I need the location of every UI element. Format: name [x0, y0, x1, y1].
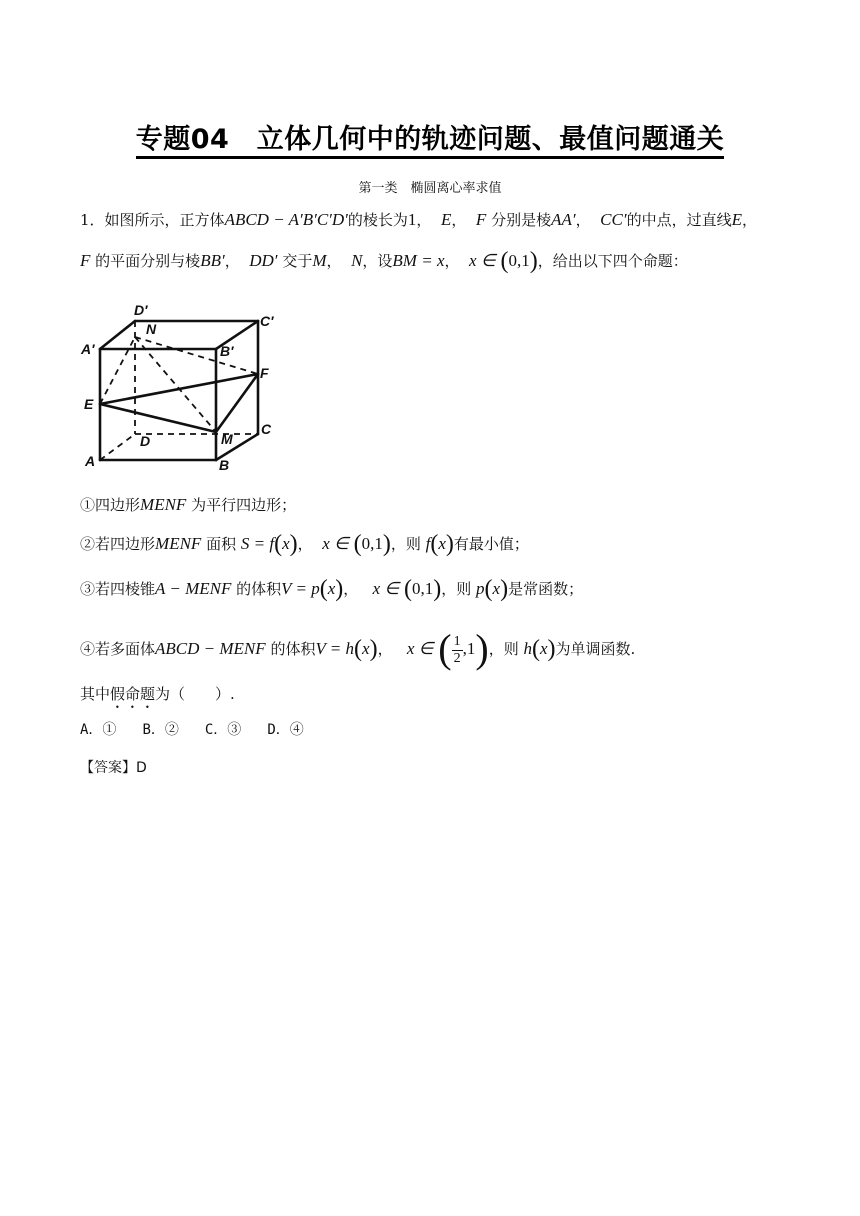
statement-marker: ① — [80, 496, 96, 514]
statement-3 — [80, 576, 583, 603]
text: ， — [343, 580, 359, 598]
label-Bp: B′ — [220, 343, 234, 359]
text: 为平行四边形； — [191, 496, 297, 514]
math-M: M — [312, 251, 327, 270]
math-h: h — [523, 639, 532, 658]
option-a: A．① — [80, 722, 117, 738]
problem-line-1 — [80, 209, 757, 230]
math-x: x — [539, 639, 548, 658]
label-Dp: D′ — [134, 302, 148, 318]
math-V: V = h — [315, 639, 355, 658]
text: 是常函数； — [508, 580, 584, 598]
text: ， — [575, 211, 591, 229]
math-x-in: x ∈ — [469, 251, 496, 270]
math-x-in: x ∈ — [372, 579, 400, 598]
math-p: p — [476, 579, 485, 598]
label-Cp: C′ — [260, 313, 274, 329]
paren-left: ( — [319, 576, 328, 602]
label-N: N — [146, 321, 157, 337]
math-interval-end: ,1 — [462, 639, 476, 658]
text: ， — [451, 211, 467, 229]
paren-left: ( — [500, 248, 509, 274]
math-DD: DD′ — [249, 251, 278, 270]
label-B: B — [219, 457, 230, 470]
math-interval: 0,1 — [508, 251, 530, 270]
text: 若多面体 — [95, 640, 156, 658]
edge-ApDp — [100, 321, 135, 349]
section-heading: 第一类 椭圆离心率求值 — [358, 181, 502, 196]
problem-number: 1． — [80, 211, 105, 229]
text: 四边形 — [95, 496, 141, 514]
text: 为单调函数. — [555, 640, 636, 658]
statement-marker: ③ — [80, 580, 96, 598]
paren-right: ) — [433, 576, 442, 602]
paren-right: ) — [547, 636, 556, 662]
statement-1 — [80, 494, 296, 515]
label-M: M — [221, 431, 233, 447]
label-D: D — [140, 433, 151, 449]
text: 分别是棱 — [491, 211, 552, 229]
paren-right: ) — [500, 576, 509, 602]
text: 面积 — [206, 535, 237, 553]
math-x: x — [362, 639, 370, 658]
text: 的棱长为 — [347, 211, 408, 229]
statement-marker: ② — [80, 535, 96, 553]
paren-left: ( — [403, 576, 412, 602]
text: ，则 — [441, 580, 472, 598]
label-A: A — [85, 453, 96, 469]
text: ，设 — [362, 252, 393, 270]
text: ，则 — [390, 535, 421, 553]
paren-left: ( — [354, 636, 363, 662]
problem-line-2 — [80, 248, 688, 275]
fraction-one-half — [452, 634, 463, 667]
label-E: E — [84, 396, 94, 412]
math-cube: ABCD − A′B′C′D′ — [224, 210, 348, 229]
text: 有最小值； — [453, 535, 529, 553]
edge-NF-hidden — [135, 337, 258, 374]
text: ， — [326, 252, 342, 270]
math-V: V = p — [281, 579, 320, 598]
paren-right: ) — [335, 576, 344, 602]
statement-marker: ④ — [80, 640, 96, 658]
text: 其中 — [80, 685, 111, 703]
math-x: x — [327, 579, 336, 598]
math-AA: AA′ — [551, 210, 576, 229]
paren-left: ( — [274, 531, 283, 557]
label-Ap: A′ — [81, 341, 95, 357]
math-length: 1 — [407, 210, 417, 229]
math-BM: BM = x — [392, 251, 445, 270]
text: 的平面分别与棱 — [95, 252, 201, 270]
math-MENF: MENF — [155, 534, 202, 553]
math-CC: CC′ — [600, 210, 627, 229]
paren-right: ) — [445, 531, 454, 557]
math-interval: 0,1 — [411, 579, 434, 598]
paren-right: ) — [289, 531, 298, 557]
text: ，则 — [488, 640, 519, 658]
math-MENF: MENF — [140, 495, 187, 514]
text: ，给出以下四个命题： — [537, 252, 688, 270]
paren-left: ( — [531, 636, 540, 662]
text: 若四棱锥 — [95, 580, 156, 598]
label-F: F — [260, 365, 269, 381]
math-x-in: x ∈ — [322, 534, 349, 553]
paren-left: ( — [353, 531, 362, 557]
math-E: E — [440, 210, 452, 229]
paren-left: ( — [430, 531, 439, 557]
math-F: F — [80, 251, 91, 270]
paren-right: ) — [529, 248, 538, 274]
answer-line: 【答案】D — [80, 760, 147, 776]
page-title — [0, 117, 860, 156]
question-line — [80, 683, 235, 712]
edge-AD-hidden — [100, 434, 135, 460]
statement-2 — [80, 531, 529, 558]
math-f: f — [425, 534, 431, 553]
paren-left: ( — [484, 576, 493, 602]
math-S: S = f — [240, 534, 275, 553]
text: ， — [444, 252, 460, 270]
text: 交于 — [282, 252, 313, 270]
text: 的体积 — [270, 640, 316, 658]
label-C: C — [261, 421, 272, 437]
math-A-MENF: A − MENF — [155, 579, 232, 598]
paren-right: ) — [382, 531, 391, 557]
answer-options — [80, 719, 330, 739]
text: ， — [297, 535, 313, 553]
text: 的中点，过直线 — [626, 211, 732, 229]
statement-4 — [80, 625, 635, 672]
edge-MF — [216, 374, 258, 432]
math-x-in: x ∈ — [406, 639, 434, 658]
text: ， — [377, 640, 393, 658]
cube-figure — [76, 298, 286, 470]
math-interval: 0,1 — [361, 534, 383, 553]
option-b: B．② — [142, 722, 179, 738]
math-x: x — [438, 534, 446, 553]
page-title-text: 专题04 立体几何中的轨迹问题、最值问题通关 — [136, 124, 725, 159]
text: ， — [416, 211, 432, 229]
math-x: x — [492, 579, 501, 598]
paren-right: ) — [369, 636, 378, 662]
fraction-numerator: 1 — [453, 633, 461, 649]
edge-EN-hidden — [100, 337, 135, 404]
paren-left: ( — [438, 626, 452, 671]
fraction-denominator: 2 — [453, 650, 461, 666]
math-ABCD-MENF: ABCD − MENF — [155, 639, 266, 658]
text: ， — [224, 252, 240, 270]
emphasized-text: 假命题 — [110, 685, 156, 703]
edge-EM — [100, 404, 216, 432]
math-E: E — [731, 210, 742, 229]
text: 若四边形 — [95, 535, 156, 553]
math-N: N — [351, 251, 363, 270]
math-x: x — [282, 534, 290, 553]
option-c: C．③ — [204, 722, 242, 738]
text: 如图所示，正方体 — [104, 211, 225, 229]
math-BB: BB′ — [200, 251, 225, 270]
math-F: F — [475, 210, 487, 229]
paren-right: ) — [475, 626, 489, 671]
option-d: D．④ — [267, 722, 304, 738]
text: 为（ ）. — [155, 685, 235, 703]
text: ， — [741, 211, 757, 229]
text: 的体积 — [236, 580, 282, 598]
